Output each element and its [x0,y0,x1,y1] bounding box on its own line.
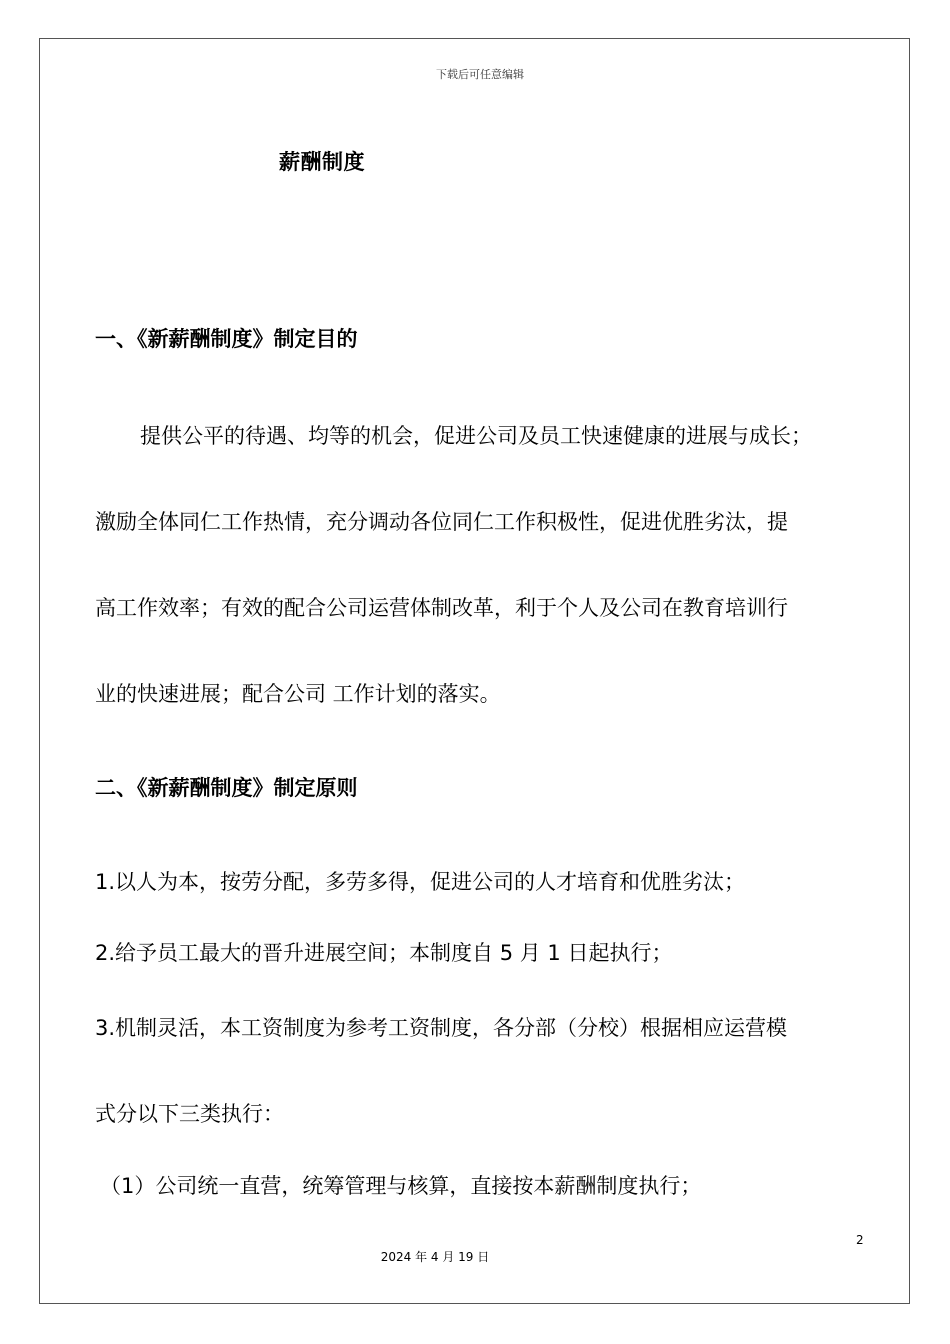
section-1-line-3: 高工作效率；有效的配合公司运营体制改革，利于个人及公司在教育培训行 [95,596,788,620]
section-1-line-1: 提供公平的待遇、均等的机会，促进公司及员工快速健康的进展与成长； [140,424,812,448]
section-2-line-1: 1.以人为本，按劳分配，多劳多得，促进公司的人才培育和优胜劣汰； [95,870,746,894]
section-1-line-2: 激励全体同仁工作热情，充分调动各位同仁工作积极性，促进优胜劣汰，提 [95,510,788,534]
section-2-line-5: （1）公司统一直营，统筹管理与核算，直接按本薪酬制度执行； [100,1174,702,1198]
header-note: 下载后可任意编辑 [436,68,524,81]
page-number: 2 [856,1233,864,1247]
footer-date: 2024 年 4 月 19 日 [380,1250,490,1264]
document-title: 薪酬制度 [279,150,365,174]
section-2-line-3: 3.机制灵活，本工资制度为参考工资制度，各分部（分校）根据相应运营模 [95,1016,788,1040]
section-1-line-4: 业的快速进展；配合公司 工作计划的落实。 [95,682,501,706]
section-2-heading: 二、《新薪酬制度》制定原则 [95,776,358,800]
section-2-line-4: 式分以下三类执行： [95,1102,284,1126]
section-1-heading: 一、《新薪酬制度》制定目的 [95,327,358,351]
section-2-line-2: 2.给予员工最大的晋升进展空间；本制度自 5 月 1 日起执行； [95,941,673,965]
